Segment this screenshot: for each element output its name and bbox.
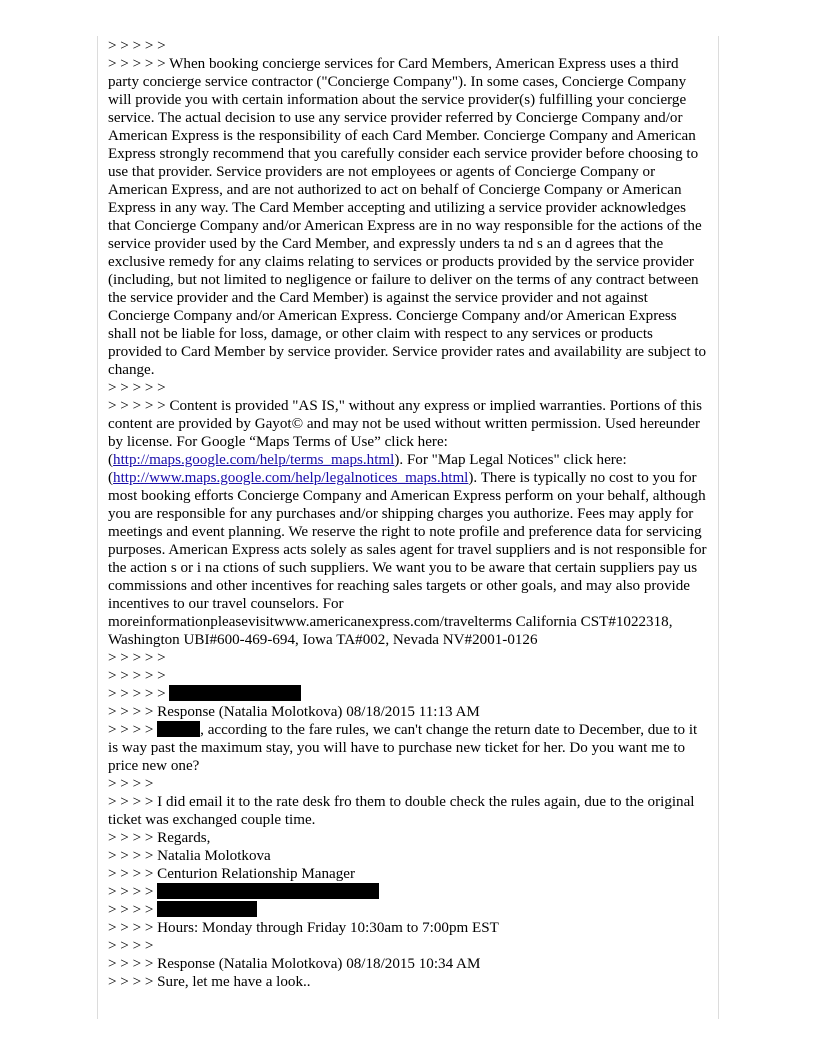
quote-marker: > > > > > [108,56,166,72]
response-header [108,703,708,721]
quote-marker: > > > > [108,920,154,936]
signature-name [108,847,708,865]
quote-marker: > > > > > [108,398,166,414]
concierge-disclaimer-paragraph [108,55,708,379]
quote-marker: > > > > [108,794,154,810]
response-message [108,973,708,991]
content-terms-text-3: ). There is typically no cost to you for most booking efforts Concierge Company and American Express perform on your behalf, although you are responsible for any purchases and/or shipping charges you authorize. Fees may apply for meetings and event planning. We reserve the right to note profile and preference data for servicing purposes. American Express acts solely as sales agent for travel suppliers and is not responsible for the action s or i na ctions of such suppliers. We want you to be aware that certain suppliers pay us commissions and other incentives for reaching sales targets or other goals, and may also provide incentives to our travel counselors. For moreinformationpleasevisitwww.americanexpress.com/travelterms California CST#1022318, Washington UBI#600-469-694, Iowa TA#002, Nevada NV#2001-0126 [108,470,707,648]
signature-title [108,865,708,883]
quote-marker: > > > > [108,704,154,720]
quote-line [108,775,708,793]
quote-line [108,649,708,667]
quote-marker: > > > > [108,884,154,900]
redacted-quote-line [108,883,708,901]
quote-marker: > > > > > [108,686,166,702]
quote-marker: > > > > > [108,380,166,396]
quote-marker: > > > > > [108,650,166,666]
quote-marker: > > > > [108,722,154,738]
response-message [108,721,708,775]
email-thread-body [108,37,708,991]
response-message [108,793,708,829]
content-terms-paragraph [108,397,708,649]
hours-text: Hours: Monday through Friday 10:30am to 7:00pm EST [157,920,499,936]
quote-marker: > > > > [108,830,154,846]
quote-line [108,379,708,397]
quote-marker: > > > > > [108,668,166,684]
signature-regards [108,829,708,847]
redaction-block [157,901,257,917]
quote-marker: > > > > [108,848,154,864]
redaction-block [157,721,200,737]
redaction-block [169,685,301,701]
google-maps-terms-link[interactable]: http://maps.google.com/help/terms_maps.html [113,452,395,468]
content-terms-text-1: Content is provided "AS IS," without any express or implied warranties. Portions of this content are provided by Gayot© and may not be used without written permission. Used hereunder by license. For Google “Maps Terms of Use” click here: ( [108,398,703,468]
quote-marker: > > > > [108,866,154,882]
signature-name-text: Natalia Molotkova [157,848,271,864]
quote-marker: > > > > [108,902,154,918]
quote-line [108,37,708,55]
response-header [108,955,708,973]
quote-marker: > > > > [108,956,154,972]
response-message-text: , according to the fare rules, we can't change the return date to December, due to it is way past the maximum stay, you will have to purchase new ticket for her. Do you want me to price new one? [108,722,698,774]
signature-hours [108,919,708,937]
response-message-text: I did email it to the rate desk fro them to double check the rules again, due to the original ticket was exchanged couple time. [108,794,695,828]
regards-text: Regards, [157,830,211,846]
content-terms-text-2: ). For "Map Legal Notices" click here: ( [108,452,627,486]
redacted-quote-line [108,685,708,703]
quote-marker: > > > > [108,776,154,792]
redaction-block [157,883,379,899]
signature-title-text: Centurion Relationship Manager [157,866,356,882]
quote-marker: > > > > [108,974,154,990]
response-header-text: Response (Natalia Molotkova) 08/18/2015 10:34 AM [157,956,481,972]
quote-line [108,937,708,955]
response-message-text: Sure, let me have a look.. [157,974,311,990]
redacted-quote-line [108,901,708,919]
concierge-disclaimer-text: When booking concierge services for Card Members, American Express uses a third party concierge service contractor ("Concierge Company"). In some cases, Concierge Company will provide you with certain information about the service provider(s) fulfilling your concierge service. The actual decision to use any service provider referred by Concierge Company and/or American Express is the responsibility of each Card Member. Concierge Company and American Express strongly recommend that you carefully consider each service provider before choosing to use that provider. Service providers are not employees or agents of Concierge Company or American Express, and are not authorized to act on behalf of Concierge Company or American Express in any way. The Card Member accepting and utilizing a service provider acknowledges that Concierge Company and/or American Express are in no way responsible for the actions of the service provider used by the Card Member, and expressly unders ta nd s an d agrees that the exclusive remedy for any claims relating to services or products provided by the service provider (including, but not limited to negligence or failure to deliver on the terms of any contract between the service provider and the Card Member) is against the service provider and not against Concierge Company and/or American Express. Concierge Company and/or American Express shall not be liable for loss, damage, or other claim with respect to any services or products provided to Card Member by service provider. Service provider rates and availability are subject to change. [108,56,707,378]
google-maps-legal-notices-link[interactable]: http://www.maps.google.com/help/legalnotices_maps.html [113,470,469,486]
quote-marker: > > > > > [108,38,166,54]
response-header-text: Response (Natalia Molotkova) 08/18/2015 11:13 AM [157,704,480,720]
quote-line [108,667,708,685]
quote-marker: > > > > [108,938,154,954]
